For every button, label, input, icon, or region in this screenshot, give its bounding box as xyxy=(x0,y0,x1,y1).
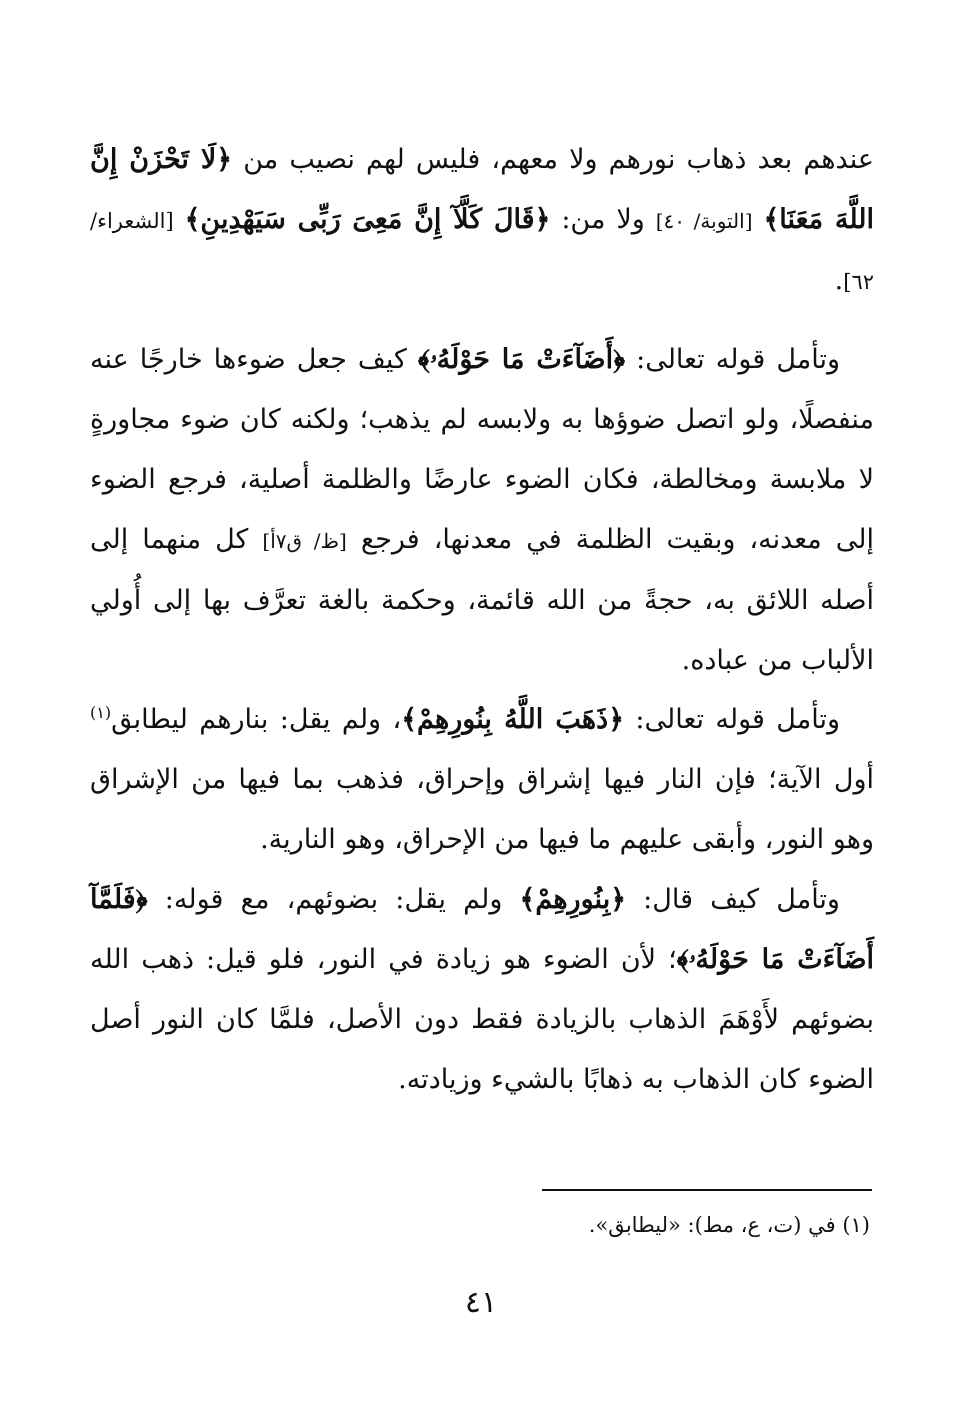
text-run: وتأمل قوله تعالى: xyxy=(624,704,840,735)
quran-verse: ﴿أَضَآءَتْ مَا حَوْلَهُۥ﴾ xyxy=(417,344,626,375)
verse-reference: [التوبة/ ٤٠] xyxy=(655,209,753,233)
paragraph-4 xyxy=(90,870,874,1110)
text-run xyxy=(174,204,185,235)
verse-reference: [الشعراء/ ٦٢] xyxy=(90,209,874,294)
paragraph-3 xyxy=(90,690,874,870)
quran-verse: ﴿ذَهَبَ اللَّهُ بِنُورِهِمْ﴾ xyxy=(401,704,625,735)
page-number: ٤١ xyxy=(464,1285,498,1320)
manuscript-reference: [ظ/ ق٧أ] xyxy=(262,529,347,553)
text-run: كل منهما إلى أصله اللائق به، حجةً من الله قائمة، وحكمة بالغة تعرَّف بها إلى أُولي الألباب من عباده. xyxy=(90,524,874,676)
footnote-number: (١) xyxy=(842,1213,870,1237)
footnote-separator xyxy=(542,1189,872,1191)
footnote-text: في (ت، ع، مط): «ليطابق». xyxy=(588,1213,836,1237)
footnote xyxy=(589,1210,870,1240)
text-run: ؛ لأن الضوء هو زيادة في النور، فلو قيل: ذهب الله بضوئهم لأَوْهَمَ الذهاب بالزيادة فقط دون الأصل، فلمَّا كان النور أصل الضوء كان الذهاب به ذهابًا بالشيء وزيادته. xyxy=(90,944,874,1095)
paragraph-2 xyxy=(90,330,874,691)
text-run: كيف جعل ضوءها خارجًا عنه منفصلًا، ولو اتصل ضوؤها به ولابسه لم يذهب؛ ولكنه كان ضوء مجاورةٍ لا ملابسة ومخالطة، فكان الضوء عارضًا والظلمة أصلية، فرجع الضوء إلى معدنه، وبقيت الظلمة في معدنها، فرجع xyxy=(90,344,874,555)
quran-verse: ﴿قَالَ كَلَّآ إِنَّ مَعِىَ رَبِّى سَيَهْدِينِ﴾ xyxy=(184,204,551,235)
text-run: عندهم بعد ذهاب نورهم ولا معهم، فليس لهم نصيب من xyxy=(232,144,874,175)
text-run: ، ولم يقل: بنارهم ليطابق xyxy=(111,704,402,735)
quran-verse: ﴿بِنُورِهِمْ﴾ xyxy=(519,884,627,915)
paragraph-1 xyxy=(90,130,874,312)
text-run: وتأمل كيف قال: xyxy=(626,884,840,915)
quran-verse: ﴿فَلَمَّآ أَضَآءَتْ مَا حَوْلَهُۥ﴾ xyxy=(90,884,874,975)
text-run: أول الآية؛ فإن النار فيها إشراق وإحراق، فذهب بما فيها من الإشراق وهو النور، وأبقى عليهم ما فيها من الإحراق، وهو النارية. xyxy=(90,764,874,855)
quran-verse: ﴿لَا تَحْزَنْ إِنَّ اللَّهَ مَعَنَا﴾ xyxy=(90,144,874,235)
text-run: ولم يقل: بضوئهم، مع قوله: xyxy=(147,884,520,915)
text-run: وتأمل قوله تعالى: xyxy=(625,344,841,375)
text-run xyxy=(753,204,764,235)
text-run: ولا من: xyxy=(550,204,656,235)
footnote-marker[interactable]: (١) xyxy=(90,703,112,722)
text-run: . xyxy=(834,265,844,296)
